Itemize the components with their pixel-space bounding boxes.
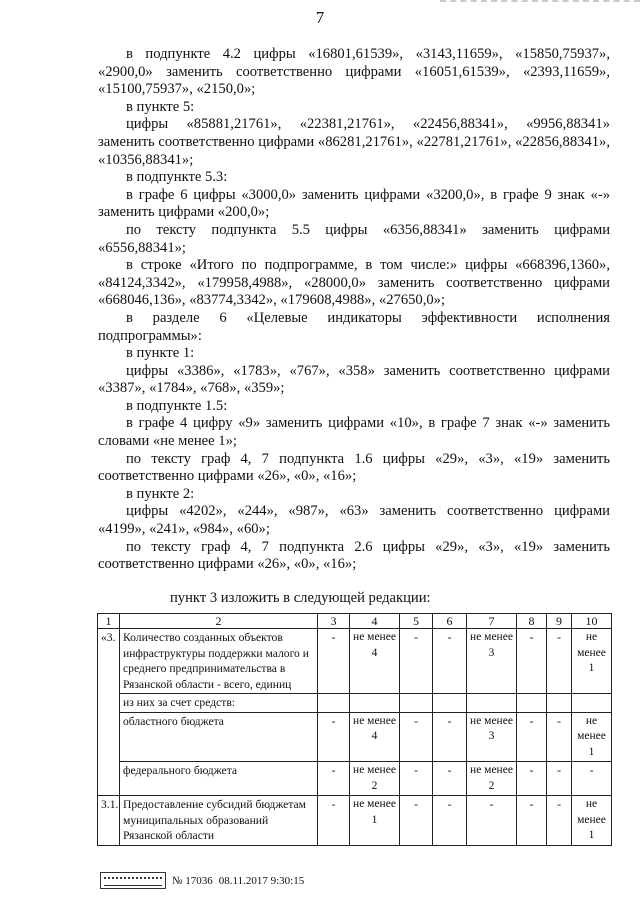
indicator-name-cell: Количество созданных объектов инфраструктуры поддержки малого и среднего предпринимательства в Рязанской области - всего, единиц [120, 629, 318, 694]
value-cell: не менее 2 [350, 762, 400, 796]
paragraph: в графе 6 цифры «3000,0» заменить цифрами «3200,0», в графе 9 знак «-» заменить цифрами «200,0»; [98, 186, 610, 221]
document-stamp-icon [100, 872, 166, 889]
row-number-cell: «3. [98, 629, 120, 796]
value-cell: - [400, 762, 433, 796]
paragraph: цифры «85881,21761», «22381,21761», «22456,88341», «9956,88341» заменить соответственно цифрами «86281,21761», «22781,21761», «22856,88341», «10356,88341»; [98, 116, 610, 168]
value-cell: не менее 4 [350, 629, 400, 694]
value-cell: - [433, 762, 467, 796]
value-cell: не менее 3 [467, 712, 517, 762]
footer-stamp [100, 872, 304, 889]
value-cell: - [318, 712, 350, 762]
indicators-table [97, 613, 612, 846]
page-number: 7 [315, 8, 325, 27]
value-cell: - [572, 762, 612, 796]
value-cell: - [318, 629, 350, 694]
column-header: 5 [400, 614, 433, 629]
paragraph: цифры «4202», «244», «987», «63» заменить соответственно цифрами «4199», «241», «984», «60»; [98, 503, 610, 538]
paragraph: цифры «3386», «1783», «767», «358» заменить соответственно цифрами «3387», «1784», «768», «359»; [98, 362, 610, 397]
document-timestamp: 08.11.2017 9:30:15 [218, 874, 305, 887]
column-header: 1 [98, 614, 120, 629]
value-cell: - [517, 796, 547, 846]
table-row [98, 712, 612, 762]
value-cell: не менее 1 [572, 629, 612, 694]
value-cell: - [318, 796, 350, 846]
value-cell: - [433, 712, 467, 762]
value-cell [547, 694, 572, 713]
paragraph: в разделе 6 «Целевые индикаторы эффективности исполнения подпрограммы»: [98, 309, 610, 344]
paragraph: по тексту граф 4, 7 подпункта 2.6 цифры «29», «3», «19» заменить соответственно цифрами «26», «0», «16»; [98, 538, 610, 573]
value-cell [400, 694, 433, 713]
column-header: 4 [350, 614, 400, 629]
value-cell [433, 694, 467, 713]
value-cell [318, 694, 350, 713]
value-cell: - [517, 629, 547, 694]
value-cell [517, 694, 547, 713]
indicator-name-cell: областного бюджета [120, 712, 318, 762]
value-cell [350, 694, 400, 713]
value-cell: - [400, 712, 433, 762]
value-cell: - [547, 712, 572, 762]
value-cell [467, 694, 517, 713]
paragraph: в пункте 1: [126, 345, 195, 362]
table-row [98, 629, 612, 694]
column-header: 6 [433, 614, 467, 629]
value-cell: - [467, 796, 517, 846]
paragraph: в подпункте 5.3: [126, 169, 228, 186]
value-cell: - [400, 796, 433, 846]
paragraph: по тексту граф 4, 7 подпункта 1.6 цифры «29», «3», «19» заменить соответственно цифрами «26», «0», «16»; [98, 450, 610, 485]
row-number-cell: 3.1. [98, 796, 120, 846]
paragraph: в пункте 2: [126, 485, 195, 502]
document-number: № 17036 [172, 874, 213, 887]
column-header: 10 [572, 614, 612, 629]
value-cell: - [433, 796, 467, 846]
value-cell: - [318, 762, 350, 796]
paragraph: в пункте 5: [126, 98, 195, 115]
table-header-row [98, 614, 612, 629]
indicator-name-cell: федерального бюджета [120, 762, 318, 796]
value-cell: - [547, 762, 572, 796]
table-row [98, 762, 612, 796]
value-cell: не менее 2 [467, 762, 517, 796]
value-cell: не менее 3 [467, 629, 517, 694]
column-header: 9 [547, 614, 572, 629]
paragraph: по тексту подпункта 5.5 цифры «6356,88341» заменить цифрами «6556,88341»; [98, 221, 610, 256]
value-cell: - [433, 629, 467, 694]
paragraph: в подпункте 1.5: [126, 397, 228, 414]
table-intro: пункт 3 изложить в следующей редакции: [170, 590, 431, 606]
value-cell: - [547, 629, 572, 694]
column-header: 2 [120, 614, 318, 629]
value-cell: - [517, 712, 547, 762]
table-row [98, 694, 612, 713]
paragraph: в строке «Итого по подпрограмме, в том числе:» цифры «668396,1360», «84124,3342», «179958,4988», «28000,0» заменить соответственно цифрами «668046,136», «83774,3342», «179608,4988», «27650,0»; [98, 257, 610, 309]
paragraph: в подпункте 4.2 цифры «16801,61539», «3143,11659», «15850,75937», «2900,0» заменить соответственно цифрами «16051,61539», «2393,11659», «15100,75937», «2150,0»; [98, 46, 610, 98]
value-cell: не менее 1 [350, 796, 400, 846]
value-cell: - [517, 762, 547, 796]
indicator-name-cell: из них за счет средств: [120, 694, 318, 713]
column-header: 8 [517, 614, 547, 629]
value-cell: - [547, 796, 572, 846]
table-row [98, 796, 612, 846]
value-cell [572, 694, 612, 713]
column-header: 3 [318, 614, 350, 629]
column-header: 7 [467, 614, 517, 629]
value-cell: не менее 1 [572, 796, 612, 846]
paragraph: в графе 4 цифру «9» заменить цифрами «10», в графе 7 знак «-» заменить словами «не менее 1»; [98, 415, 610, 450]
scan-edge-marks [440, 0, 640, 6]
amendment-text [98, 46, 610, 574]
value-cell: - [400, 629, 433, 694]
value-cell: не менее 1 [572, 712, 612, 762]
indicator-name-cell: Предоставление субсидий бюджетам муниципальных образований Рязанской области [120, 796, 318, 846]
value-cell: не менее 4 [350, 712, 400, 762]
